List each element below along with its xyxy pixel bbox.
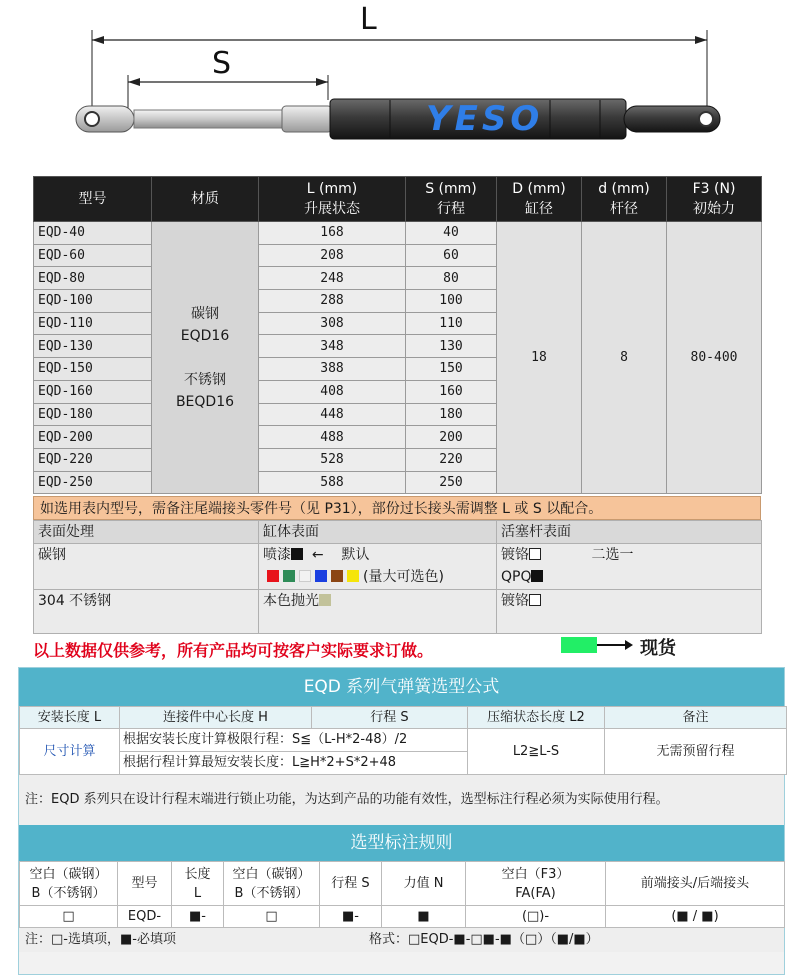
color-swatch-blue	[315, 570, 327, 582]
arrow-right-icon	[597, 644, 631, 646]
formula-panel	[18, 667, 785, 975]
color-swatch-brown	[331, 570, 343, 582]
rules-value: (■ / ■)	[606, 906, 785, 928]
stroke-cell: 250	[406, 471, 497, 494]
polish-swatch	[319, 594, 331, 606]
model-cell: EQD-130	[34, 335, 152, 358]
qpq-label: QPQ	[501, 569, 532, 585]
formula-remark: 无需预留行程	[605, 729, 787, 775]
rules-header-stroke: 行程 S	[320, 862, 382, 906]
length-cell: 448	[259, 403, 406, 426]
header-rod: d (mm) 杆径	[582, 177, 667, 222]
formula-header-center: 连接件中心长度 H	[120, 707, 312, 729]
color-swatch-red	[267, 570, 279, 582]
length-cell: 408	[259, 380, 406, 403]
model-cell: EQD-220	[34, 448, 152, 471]
rules-header-model: 型号	[118, 862, 172, 906]
chrome-label: 镀铬	[501, 593, 529, 609]
gas-spring-drawing	[0, 0, 800, 170]
rules-header-row	[20, 862, 785, 906]
rules-footer	[19, 928, 784, 952]
rod-cell: 8	[582, 222, 667, 494]
formula-line-1: 根据安装长度计算极限行程：S≦（L-H*2-48）/2	[120, 729, 468, 752]
disclaimer: 以上数据仅供参考，所有产品均可按客户实际要求订做。	[33, 641, 434, 660]
force-cell: 80-400	[667, 222, 762, 494]
chrome-label: 镀铬	[501, 547, 529, 563]
length-cell: 588	[259, 471, 406, 494]
length-cell: 248	[259, 267, 406, 290]
length-cell: 208	[259, 244, 406, 267]
color-swatch-green	[283, 570, 295, 582]
required-square-icon	[291, 548, 303, 560]
length-cell: 528	[259, 448, 406, 471]
required-square-icon	[531, 570, 543, 582]
formula-line-2: 根据行程计算最短安装长度：L≧H*2+S*2+48	[120, 752, 468, 775]
color-swatch-white	[299, 570, 311, 582]
rules-header-f3: 空白（F3） FA(FA)	[466, 862, 606, 906]
formula-header-stroke: 行程 S	[312, 707, 468, 729]
stroke-cell: 160	[406, 380, 497, 403]
length-cell: 168	[259, 222, 406, 245]
model-cell: EQD-60	[34, 244, 152, 267]
stroke-S-label: S	[212, 46, 232, 81]
rules-format: 格式：□EQD-■-□■-■（□）（■/■）	[369, 932, 599, 947]
surface-row-stainless	[34, 590, 762, 634]
model-cell: EQD-110	[34, 312, 152, 335]
optional-square-icon	[529, 548, 541, 560]
brand-logo: YESO	[426, 99, 544, 139]
rules-value: □	[20, 906, 118, 928]
stroke-cell: 110	[406, 312, 497, 335]
header-bore: D (mm) 缸径	[497, 177, 582, 222]
stroke-cell: 60	[406, 244, 497, 267]
default-label: 默认	[341, 547, 370, 563]
spec-header-row	[34, 177, 762, 222]
length-cell: 348	[259, 335, 406, 358]
polish-label: 本色抛光	[263, 593, 319, 609]
model-cell: EQD-160	[34, 380, 152, 403]
stroke-cell: 130	[406, 335, 497, 358]
formula-header-remark: 备注	[605, 707, 787, 729]
optional-square-icon	[529, 594, 541, 606]
model-cell: EQD-200	[34, 426, 152, 449]
surface-carbon-rod	[497, 544, 762, 590]
length-cell: 488	[259, 426, 406, 449]
formula-note: 注：EQD 系列只在设计行程末端进行锁止功能，为达到产品的功能有效性，选型标注行程必须为实际使用行程。	[19, 775, 784, 825]
bore-cell: 18	[497, 222, 582, 494]
header-material: 材质	[152, 177, 259, 222]
stroke-cell: 80	[406, 267, 497, 290]
table-row	[34, 222, 762, 245]
rules-value: ■-	[172, 906, 224, 928]
model-cell: EQD-180	[34, 403, 152, 426]
rules-header-length: 长度 L	[172, 862, 224, 906]
header-model: 型号	[34, 177, 152, 222]
stroke-cell: 150	[406, 358, 497, 381]
material-cell: 碳钢 EQD16 不锈钢 BEQD16	[152, 222, 259, 494]
model-cell: EQD-150	[34, 358, 152, 381]
stroke-cell: 180	[406, 403, 497, 426]
stroke-cell: 40	[406, 222, 497, 245]
formula-l2: L2≧L-S	[468, 729, 605, 775]
order-note: 如选用表内型号，需备注尾端接头零件号（见 P31），部份过长接头需调整 L 或 S 以配合。	[33, 496, 761, 520]
length-L-label: L	[360, 2, 377, 37]
rules-value-row	[20, 906, 785, 928]
model-cell: EQD-100	[34, 290, 152, 313]
rules-title: 选型标注规则	[19, 825, 784, 861]
formula-header-compressed: 压缩状态长度 L2	[468, 707, 605, 729]
rules-value: □	[224, 906, 320, 928]
formula-table	[19, 706, 787, 775]
stock-swatch	[561, 637, 597, 653]
rules-value: EQD-	[118, 906, 172, 928]
rules-value: (□)-	[466, 906, 606, 928]
rules-value: ■-	[320, 906, 382, 928]
rules-header-force: 力值 N	[382, 862, 466, 906]
length-cell: 288	[259, 290, 406, 313]
model-cell: EQD-250	[34, 471, 152, 494]
surface-stainless-barrel	[259, 590, 497, 634]
stroke-cell: 100	[406, 290, 497, 313]
surface-stainless-rod	[497, 590, 762, 634]
rules-header-material-2: 空白（碳钢） B（不锈钢）	[224, 862, 320, 906]
gas-spring-diagram	[0, 0, 800, 170]
rules-table	[19, 861, 785, 928]
paint-label: 喷漆	[263, 547, 291, 563]
rules-value: ■	[382, 906, 466, 928]
surface-row-carbon	[34, 544, 762, 590]
length-cell: 308	[259, 312, 406, 335]
surface-table	[33, 520, 762, 634]
stock-label: 现货	[640, 638, 676, 659]
arrow-left-icon: ←	[311, 547, 324, 563]
color-swatch-yellow	[347, 570, 359, 582]
stroke-cell: 220	[406, 448, 497, 471]
spec-table	[33, 176, 762, 494]
stroke-cell: 200	[406, 426, 497, 449]
rules-header-ends: 前端接头/后端接头	[606, 862, 785, 906]
surface-header-barrel: 缸体表面	[259, 521, 497, 544]
header-force: F3 (N) 初始力	[667, 177, 762, 222]
formula-title: EQD 系列气弹簧选型公式	[19, 668, 784, 706]
rules-legend: 注：□-选填项，■-必填项	[25, 932, 176, 947]
model-cell: EQD-80	[34, 267, 152, 290]
formula-row	[20, 729, 787, 752]
surface-header-rod: 活塞杆表面	[497, 521, 762, 544]
rules-header-material: 空白（碳钢） B（不锈钢）	[20, 862, 118, 906]
surface-carbon-barrel	[259, 544, 497, 590]
header-length: L (mm) 升展状态	[259, 177, 406, 222]
choose-one-label: 二选一	[591, 547, 634, 563]
surface-header-row	[34, 521, 762, 544]
calc-label: 尺寸计算	[20, 729, 120, 775]
color-note: (量大可选色)	[363, 569, 444, 585]
surface-carbon-label: 碳钢	[34, 544, 259, 590]
length-cell: 388	[259, 358, 406, 381]
model-cell: EQD-40	[34, 222, 152, 245]
header-stroke: S (mm) 行程	[406, 177, 497, 222]
surface-stainless-label: 304 不锈钢	[34, 590, 259, 634]
formula-header-install: 安装长度 L	[20, 707, 120, 729]
surface-header-treatment: 表面处理	[34, 521, 259, 544]
formula-header-row	[20, 707, 787, 729]
